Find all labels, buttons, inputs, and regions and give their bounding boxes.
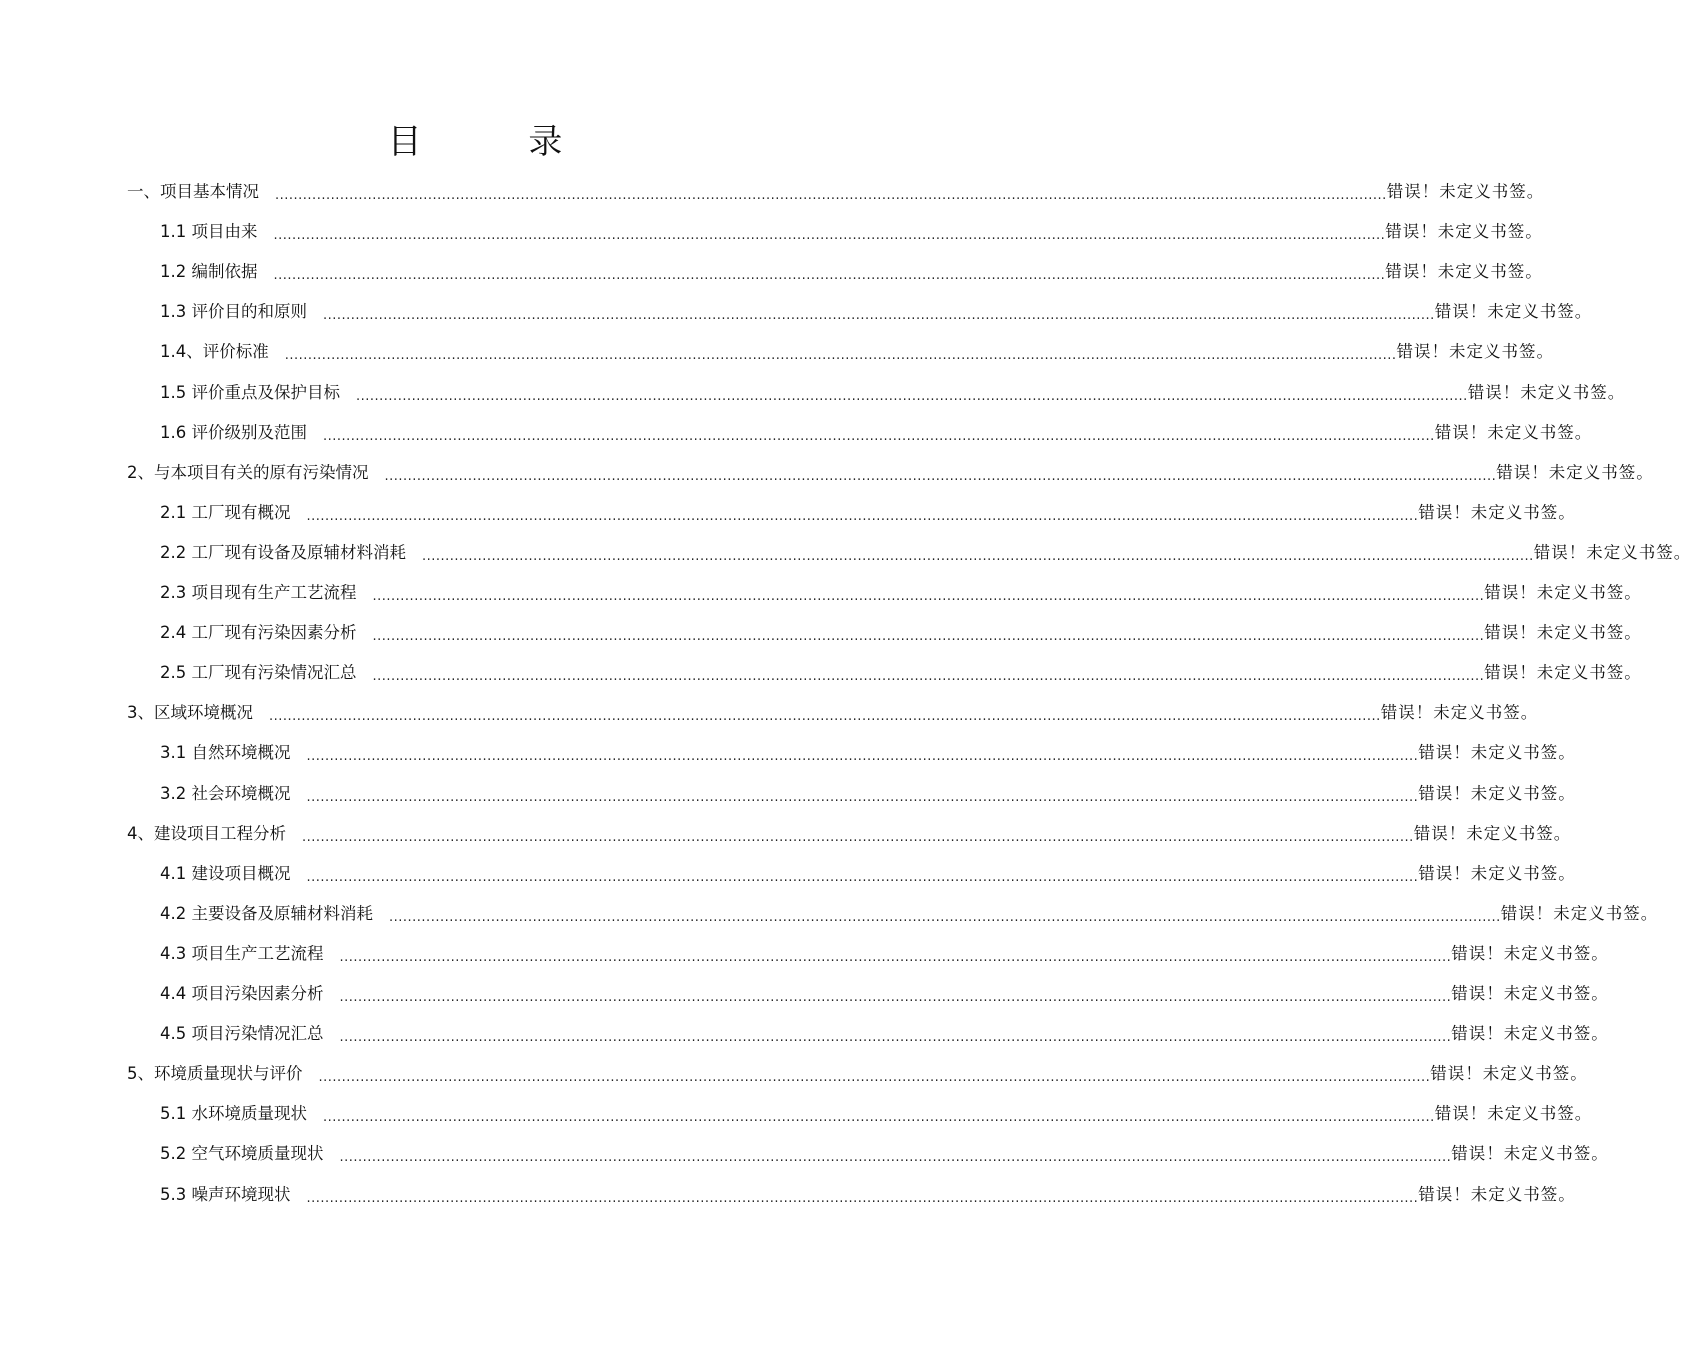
toc-dot-leader: ................................................................................................................................................................................................................................................	[339, 1030, 1452, 1046]
toc-entry-page-ref: 错误！未定义书签。	[1413, 823, 1572, 843]
toc-entry[interactable]	[160, 1099, 1593, 1129]
toc-entry-label: 5.1 水环境质量现状	[160, 1104, 307, 1124]
toc-entry-page-ref: 错误！未定义书签。	[1434, 302, 1593, 322]
toc-dot-leader: ................................................................................................................................................................................................................................................	[273, 268, 1386, 284]
toc-entry[interactable]	[127, 819, 1572, 849]
toc-entry-label: 4.2 主要设备及原辅材料消耗	[160, 903, 373, 923]
toc-dot-leader: ................................................................................................................................................................................................................................................	[269, 709, 1381, 725]
toc-dot-leader: ................................................................................................................................................................................................................................................	[356, 388, 1468, 404]
toc-entry[interactable]	[160, 1019, 1609, 1049]
toc-entry[interactable]	[160, 578, 1642, 608]
toc-entry-page-ref: 错误！未定义书签。	[1467, 382, 1626, 402]
toc-entry[interactable]	[160, 1180, 1576, 1210]
toc-entry-page-ref: 错误！未定义书签。	[1386, 182, 1545, 201]
toc-dot-leader: ................................................................................................................................................................................................................................................	[372, 669, 1485, 685]
toc-entry-page-ref: 错误！未定义书签。	[1418, 502, 1576, 522]
toc-dot-leader: ................................................................................................................................................................................................................................................	[306, 508, 1419, 524]
toc-entry-label: 5.3 噪声环境现状	[160, 1184, 291, 1204]
toc-entry-page-ref: 错误！未定义书签。	[1418, 863, 1576, 883]
toc-entry-page-ref: 错误！未定义书签。	[1484, 623, 1642, 643]
toc-dot-leader: ................................................................................................................................................................................................................................................	[275, 188, 1387, 203]
toc-dot-leader: ................................................................................................................................................................................................................................................	[306, 789, 1419, 805]
toc-dot-leader: ................................................................................................................................................................................................................................................	[306, 869, 1419, 885]
toc-entry-label: 4.5 项目污染情况汇总	[160, 1024, 324, 1044]
toc-entry[interactable]	[160, 257, 1543, 287]
toc-dot-leader: ................................................................................................................................................................................................................................................	[323, 428, 1435, 444]
toc-entry[interactable]	[160, 979, 1609, 1009]
toc-entry-page-ref: 错误！未定义书签。	[1533, 542, 1691, 562]
toc-entry[interactable]	[160, 297, 1593, 327]
toc-entry-page-ref: 错误！未定义书签。	[1451, 984, 1609, 1003]
toc-dot-leader: ................................................................................................................................................................................................................................................	[372, 629, 1485, 645]
toc-entry-page-ref: 错误！未定义书签。	[1451, 943, 1609, 963]
toc-entry-label: 1.6 评价级别及范围	[160, 422, 307, 442]
toc-entry-label: 1.1 项目由来	[160, 222, 258, 242]
toc-entry[interactable]	[127, 458, 1654, 488]
toc-entry[interactable]	[127, 1059, 1588, 1089]
toc-entry-label: 5、环境质量现状与评价	[127, 1064, 303, 1084]
toc-entry-page-ref: 错误！未定义书签。	[1434, 1104, 1593, 1124]
toc-entry[interactable]	[160, 939, 1609, 969]
toc-entry-page-ref: 错误！未定义书签。	[1418, 783, 1576, 803]
toc-dot-leader: ................................................................................................................................................................................................................................................	[323, 308, 1435, 324]
toc-entry[interactable]	[160, 899, 1659, 929]
toc-entry-label: 2.4 工厂现有污染因素分析	[160, 623, 357, 643]
toc-entry-label: 2.5 工厂现有污染情况汇总	[160, 663, 357, 683]
toc-entry[interactable]	[160, 498, 1576, 528]
toc-dot-leader: ................................................................................................................................................................................................................................................	[372, 589, 1485, 604]
toc-entry[interactable]	[160, 1139, 1609, 1169]
toc-dot-leader: ................................................................................................................................................................................................................................................	[284, 348, 1397, 364]
toc-dot-leader: ................................................................................................................................................................................................................................................	[318, 1070, 1431, 1086]
toc-entry[interactable]	[127, 698, 1539, 728]
toc-entry-page-ref: 错误！未定义书签。	[1434, 422, 1593, 442]
toc-dot-leader: ................................................................................................................................................................................................................................................	[339, 990, 1452, 1005]
toc-entry[interactable]	[160, 337, 1555, 367]
toc-entry-page-ref: 错误！未定义书签。	[1500, 903, 1659, 923]
toc-entry[interactable]	[160, 378, 1626, 408]
toc-entry[interactable]	[160, 418, 1593, 448]
toc-entry-label: 1.5 评价重点及保护目标	[160, 382, 340, 402]
toc-entry[interactable]	[160, 738, 1576, 768]
toc-entry-label: 4.3 项目生产工艺流程	[160, 943, 324, 963]
toc-entry-page-ref: 错误！未定义书签。	[1418, 743, 1576, 763]
toc-entry[interactable]	[160, 217, 1543, 247]
toc-entry[interactable]	[160, 658, 1642, 688]
toc-entry-page-ref: 错误！未定义书签。	[1430, 1064, 1588, 1084]
toc-entry-label: 1.3 评价目的和原则	[160, 302, 307, 322]
toc-entry[interactable]	[127, 177, 1545, 207]
toc-entry-label: 4.4 项目污染因素分析	[160, 984, 324, 1003]
toc-entry-page-ref: 错误！未定义书签。	[1385, 262, 1543, 282]
toc-dot-leader: ................................................................................................................................................................................................................................................	[273, 228, 1386, 244]
toc-dot-leader: ................................................................................................................................................................................................................................................	[323, 1110, 1435, 1126]
toc-entry-label: 1.4、评价标准	[160, 342, 269, 362]
toc-dot-leader: ................................................................................................................................................................................................................................................	[339, 1150, 1452, 1166]
toc-entry-label: 2.1 工厂现有概况	[160, 502, 291, 522]
toc-entry-label: 4、建设项目工程分析	[127, 823, 286, 843]
toc-entry-page-ref: 错误！未定义书签。	[1451, 1144, 1609, 1164]
toc-entry-page-ref: 错误！未定义书签。	[1396, 342, 1555, 362]
toc-dot-leader: ................................................................................................................................................................................................................................................	[384, 468, 1497, 484]
toc-entry-page-ref: 错误！未定义书签。	[1451, 1024, 1609, 1044]
toc-entry-page-ref: 错误！未定义书签。	[1418, 1184, 1576, 1204]
toc-entry-label: 3、区域环境概况	[127, 703, 253, 723]
toc-entry[interactable]	[160, 779, 1576, 809]
toc-entry-label: 一、项目基本情况	[127, 182, 259, 201]
toc-title: 目 录	[387, 122, 611, 162]
toc-entry-label: 4.1 建设项目概况	[160, 863, 291, 883]
toc-entry-label: 2.2 工厂现有设备及原辅材料消耗	[160, 542, 406, 562]
toc-entry-page-ref: 错误！未定义书签。	[1484, 583, 1642, 602]
toc-entry[interactable]	[160, 618, 1642, 648]
toc-dot-leader: ................................................................................................................................................................................................................................................	[389, 909, 1501, 925]
toc-entry-label: 3.2 社会环境概况	[160, 783, 291, 803]
toc-dot-leader: ................................................................................................................................................................................................................................................	[302, 829, 1414, 845]
toc-dot-leader: ................................................................................................................................................................................................................................................	[422, 548, 1534, 564]
toc-entry[interactable]	[160, 538, 1691, 568]
toc-entry-label: 3.1 自然环境概况	[160, 743, 291, 763]
toc-entry-label: 1.2 编制依据	[160, 262, 258, 282]
toc-dot-leader: ................................................................................................................................................................................................................................................	[306, 1190, 1419, 1206]
toc-dot-leader: ................................................................................................................................................................................................................................................	[306, 749, 1419, 765]
toc-dot-leader: ................................................................................................................................................................................................................................................	[339, 949, 1452, 965]
toc-entry-page-ref: 错误！未定义书签。	[1484, 663, 1642, 683]
toc-entry-label: 2.3 项目现有生产工艺流程	[160, 583, 357, 602]
toc-entry[interactable]	[160, 859, 1576, 889]
toc-entry-page-ref: 错误！未定义书签。	[1496, 462, 1654, 482]
toc-entry-label: 5.2 空气环境质量现状	[160, 1144, 324, 1164]
toc-entry-page-ref: 错误！未定义书签。	[1385, 222, 1543, 242]
toc-entry-page-ref: 错误！未定义书签。	[1380, 703, 1539, 723]
toc-entry-label: 2、与本项目有关的原有污染情况	[127, 462, 369, 482]
